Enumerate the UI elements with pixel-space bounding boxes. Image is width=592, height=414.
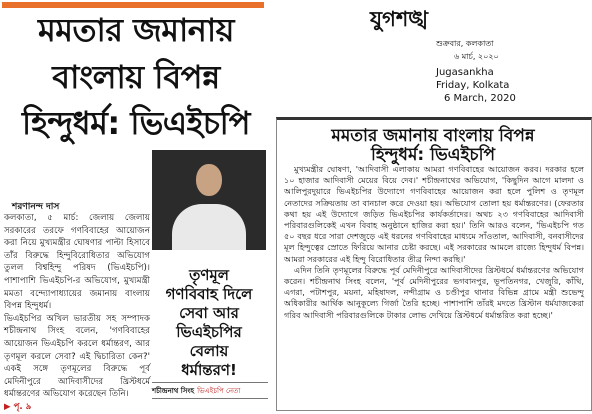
right-article-body — [284, 164, 584, 321]
pull-quote — [154, 266, 264, 380]
right-headline-line-2: হিন্দুধর্ম: ভিএইচপি — [370, 145, 495, 165]
byline: শরণানন্দ দাস — [12, 202, 60, 212]
caption-name: শচীন্দ্রনাথ সিংহ — [152, 386, 195, 395]
portrait-body — [172, 204, 246, 250]
date-bn-line: শুক্রবার, কলকাতা — [436, 39, 494, 48]
headline-line-2: বাংলায় বিপন্ন — [52, 58, 220, 96]
date-bengali — [436, 38, 499, 64]
headline-line-1: মমতার জমানায় — [38, 11, 234, 49]
date-en-line: 6 March, 2020 — [444, 93, 516, 104]
photo-box — [150, 150, 268, 400]
accent-bar — [2, 2, 264, 8]
pull-quote-line: ভিএইচপির — [176, 323, 242, 341]
masthead-logo: যুগশঙ্খ — [370, 6, 429, 31]
date-bn-line: ৬ মার্চ, ২০২০ — [454, 52, 499, 61]
left-clipping — [0, 0, 272, 411]
pull-quote-line: সেবা আর — [179, 304, 239, 322]
caption-role: ভিএইচপি নেতা — [197, 386, 241, 395]
headline-line-3: হিন্দুধর্ম: ভিএইচপি — [22, 104, 250, 142]
paragraph-1: কলকাতা, ৫ মার্চ: জেলায় জেলায় সরকারের তরফে গণবিবাহের আয়োজন করা নিয়ে মুখ্যমন্ত্রীর ঘোষণার পাল্টা হিসাবে তাঁর বিরুদ্ধে হিন্দুবিরোধিতার অভিযোগ তুলল বিশ্বহিন্দু পরিষদ (ভিএইচপি)। পাশাপাশি ভিএইচপি-র অভিযোগ, মুখ্যমন্ত্রী মমতা বন্দ্যোপাধ্যায়ের জমানায় বাংলায় বিপন্ন হিন্দুধর্ম। — [4, 213, 150, 312]
right-headline-line-1: মমতার জমানায় বাংলায় বিপন্ন — [331, 126, 535, 146]
date-en-line: Jugasankha — [436, 67, 494, 78]
portrait-photo — [152, 150, 266, 250]
date-en-line: Friday, Kolkata — [436, 80, 510, 91]
pull-quote-line: গণবিবাহ দিলে — [165, 285, 253, 303]
right-paragraph-1: মুখ্যমন্ত্রীর ঘোষণা, 'আদিবাসী এলাকায় আমরা গণবিবাহের আয়োজন করব। দরকার হলে ১০ হাজার আদিবাসী মেয়ের বিয়ে দেব।' শচীন্দ্রনাথের অভিযোগ, 'কিছুদিন আগে মালদা ও আলিপুরদুয়ারে ভিএইচপির উদ্যোগে গণবিবাহের আয়োজন করা হলে পুলিশ ও তৃণমূল নেতাদের সক্রিয়তায় তা বানচাল করে দেওয়া হয়। অভিযোগ তোলা হয় ধর্মান্তরণের। (ফেরতার কথা হয় এই উদ্যোগে জড়িত ভিএইচপির কার্যকর্তাদের। অথচ ২৩ গণবিবাহের আদিবাসী পরিবারগুলিকেই এখন বিবাহ অনুষ্ঠানে হাজির করা হয়।' তিনি আরও বলেন, 'ভিএইচপি গত ৫০ বছর ধরে সারা দেশজুড়ে এই ধরনের গণবিবাহের মাধ্যমে সাঁওতাল, আদিবাসী, বনবাসীদের মূল হিন্দুত্বের স্রোতে ফিরিয়ে আনার চেষ্টা করছে। এই সরকারের আমলে রাজ্যে হিন্দুধর্ম বিপন্ন। আমরা সরকারের এই হিন্দু বিরোধিতার তীব্র নিন্দা করছি।' — [284, 164, 584, 264]
pull-quote-line: ধর্মান্তরণ! — [181, 361, 237, 379]
right-paragraph-2: এদিন তিনি তৃণমূলের বিরুদ্ধে পূর্ব মেদিনীপুরে আদিবাসীদের খ্রিস্টধর্মে ধর্মান্তরণের অভিযোগ করেন। শচীন্দ্রনাথ সিংহ বলেন, 'পূর্ব মেদিনীপুরের ভগবানপুর, ভূপতিনগর, খেজুরি, কাঁথি, এগরা, পটাশপুর, ময়না, মহিষাদল, নন্দীগ্রাম ও চণ্ডীপুর থানার বিভিন্ন গ্রামে মন্ত্রী শুভেন্দু অধিকারীর আর্থিক আনুকূল্যে গির্জা তৈরি হচ্ছে। পাশাপাশি তাঁরই মদতে খ্রিস্টান ধর্মযাজকেরা গরিব আদিবাসী পরিবারগুলিকে টাকার লোভ দেখিয়ে খ্রিস্টধর্মে ধর্মান্তরিত করা হচ্ছে।' — [284, 264, 584, 320]
pull-quote-line: বেলায় — [189, 342, 229, 360]
paragraph-2: ভিএইচপির অখিল ভারতীয় সহ সম্পাদক শচীন্দ্রনাথ সিংহ বলেন, 'গণবিবাহের আয়োজন ভিএইচপি করলে ধর্মান্তরণ, আর তৃণমূল করলে সেবা? এই দ্বিচারিতা কেন?' একই সঙ্গে তৃণমূলের বিরুদ্ধে পূর্ব মেদিনীপুরে আদিবাসীদের খ্রিস্টধর্মে ধর্মান্তরণের অভিযোগ করেছেন তিনি। — [4, 313, 150, 400]
date-english — [436, 66, 516, 105]
continuation-marker: ▶ পৃ. ৯ — [4, 401, 32, 412]
portrait-head — [196, 164, 222, 196]
pull-quote-line: তৃণমূল — [189, 266, 229, 284]
article-body — [4, 212, 150, 414]
right-clipping — [276, 0, 592, 411]
photo-caption — [152, 382, 268, 399]
